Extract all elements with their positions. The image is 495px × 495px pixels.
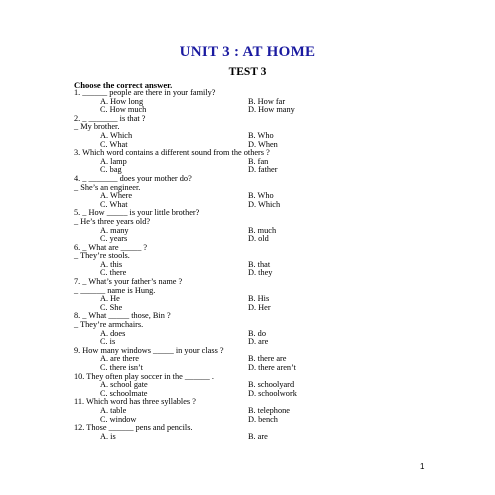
question-text: 6. _ What are _____ ? bbox=[74, 242, 148, 252]
answer-option: D. are bbox=[248, 337, 269, 347]
answer-option: B. How far bbox=[248, 96, 286, 106]
answer-option: C. How much bbox=[100, 105, 147, 115]
answer-option: B. telephone bbox=[248, 405, 290, 415]
answer-option: C. She bbox=[100, 302, 123, 312]
answer-option: B. schoolyard bbox=[248, 380, 295, 390]
question-text: 11. Which word has three syllables ? bbox=[74, 397, 196, 407]
answer-option: D. Which bbox=[248, 199, 281, 209]
question-text: 10. They often play soccer in the ______ . bbox=[74, 371, 214, 381]
answer-option: C. there bbox=[100, 268, 127, 278]
answer-option: A. How long bbox=[100, 96, 144, 106]
answer-option: A. Which bbox=[100, 130, 133, 140]
answer-option: C. schoolmate bbox=[100, 388, 148, 398]
answer-option: A. is bbox=[100, 431, 116, 441]
answer-option: A. school gate bbox=[100, 380, 148, 390]
answer-options-row bbox=[74, 295, 414, 304]
question-text: 4. _ _______ does your mother do? bbox=[74, 173, 192, 183]
dialogue-text: _ My brother. bbox=[74, 122, 120, 132]
question-text: 7. _ What’s your father’s name ? bbox=[74, 277, 183, 287]
answer-option: C. there isn’t bbox=[100, 363, 143, 372]
answer-option: B. are bbox=[248, 431, 268, 441]
dialogue-text: _ He’s three years old? bbox=[74, 216, 151, 226]
answer-option: A. many bbox=[100, 225, 129, 235]
answer-option: B. His bbox=[248, 294, 270, 304]
question-text: 1. ______ people are there in your family? bbox=[74, 88, 216, 97]
answer-option: B. much bbox=[248, 225, 277, 235]
dialogue-line bbox=[74, 252, 414, 261]
unit-title: UNIT 3 : AT HOME bbox=[179, 44, 316, 60]
answer-option: D. Her bbox=[248, 302, 271, 312]
answer-option: C. years bbox=[100, 234, 128, 244]
test-title: TEST 3 bbox=[228, 66, 267, 78]
answer-option: B. Who bbox=[248, 191, 274, 201]
dialogue-text: _ She’s an engineer. bbox=[74, 182, 141, 192]
answer-option: B. there are bbox=[248, 354, 287, 364]
answer-option: D. bench bbox=[248, 414, 278, 424]
answer-option: B. do bbox=[248, 328, 266, 338]
answer-option: C. bag bbox=[100, 165, 122, 175]
answer-option: C. window bbox=[100, 414, 137, 424]
question-text: 12. Those ______ pens and pencils. bbox=[74, 423, 193, 433]
answer-options-row bbox=[74, 433, 414, 442]
answer-option: A. table bbox=[100, 405, 127, 415]
dialogue-text: _ They’re stools. bbox=[74, 251, 130, 261]
question-list bbox=[74, 89, 414, 441]
question-text: 3. Which word contains a different sound from the others ? bbox=[74, 148, 270, 158]
answer-option: A. are there bbox=[100, 354, 139, 364]
answer-options-row bbox=[74, 158, 414, 167]
dialogue-line bbox=[74, 321, 414, 330]
answer-option: A. this bbox=[100, 259, 123, 269]
question-text: 9. How many windows _____ in your class ? bbox=[74, 345, 224, 355]
answer-options-row bbox=[74, 330, 414, 339]
answer-option: B. that bbox=[248, 259, 271, 269]
answer-option: B. Who bbox=[248, 130, 274, 140]
dialogue-text: _ ______ name is Hung. bbox=[74, 285, 156, 295]
answer-option: A. does bbox=[100, 328, 126, 338]
dialogue-line bbox=[74, 287, 414, 296]
answer-option: D. father bbox=[248, 165, 278, 175]
question-text: 2. _ _______ is that ? bbox=[74, 113, 146, 123]
page-number: 1 bbox=[420, 462, 425, 471]
question-text: 8. _ What _____ those, Bin ? bbox=[74, 311, 171, 321]
answer-option: A. Where bbox=[100, 191, 133, 201]
answer-option: D. they bbox=[248, 268, 273, 278]
answer-option: A. lamp bbox=[100, 156, 127, 166]
dialogue-text: _ They’re armchairs. bbox=[74, 320, 144, 330]
answer-option: C. What bbox=[100, 139, 128, 149]
answer-option: C. is bbox=[100, 337, 116, 347]
answer-option: D. When bbox=[248, 139, 278, 149]
question-line bbox=[74, 424, 414, 433]
instruction-text: Choose the correct answer. bbox=[74, 80, 173, 90]
answer-option: D. schoolwork bbox=[248, 388, 297, 398]
answer-option: D. How many bbox=[248, 105, 295, 115]
answer-option: D. old bbox=[248, 234, 269, 244]
answer-option: D. there aren’t bbox=[248, 363, 296, 372]
answer-option: C. What bbox=[100, 199, 128, 209]
answer-option: A. He bbox=[100, 294, 120, 304]
answer-option: B. fan bbox=[248, 156, 269, 166]
question-line bbox=[74, 115, 414, 124]
question-text: 5. _ How _____ is your little brother? bbox=[74, 208, 200, 218]
